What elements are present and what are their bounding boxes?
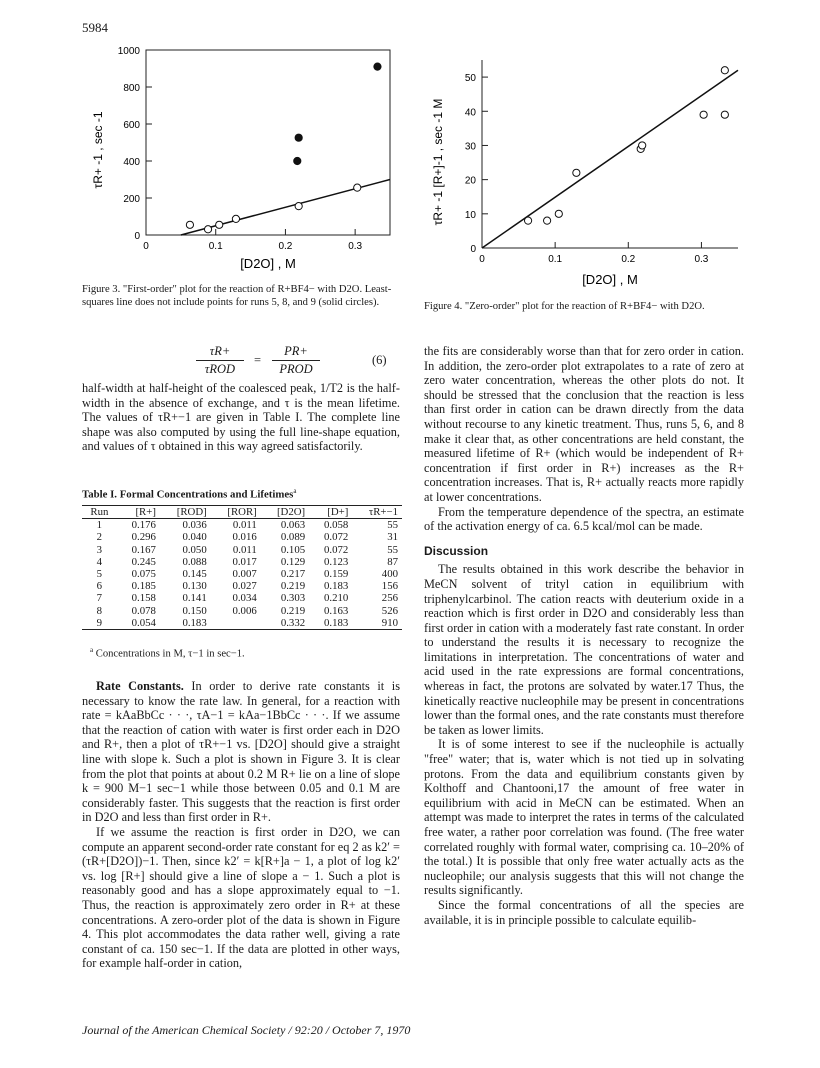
table-cell: 256 — [381, 592, 398, 605]
table-cell: 0.006 — [232, 604, 257, 617]
rate-constants-heading: Rate Constants. — [96, 679, 184, 693]
figure4-fit-line — [482, 70, 738, 248]
table-cell: 0.078 — [131, 604, 156, 617]
table-cell: 5 — [96, 568, 103, 581]
figure3-y-tick-label: 0 — [134, 231, 140, 242]
table-row — [82, 617, 402, 630]
table1-header: [R+] — [135, 506, 156, 518]
figure4-caption: Figure 4. "Zero-order" plot for the reaction of R+BF4− with D2O. — [424, 301, 705, 312]
table-cell: 31 — [387, 531, 398, 544]
table-cell: 0.058 — [324, 519, 349, 532]
table-cell: 0.145 — [182, 568, 207, 581]
table1-header: τR+−1 — [368, 506, 398, 518]
figure3-chart — [80, 40, 400, 275]
table-cell: 0.036 — [182, 519, 207, 532]
table1 — [82, 505, 402, 630]
table-cell: 1 — [96, 519, 103, 532]
figure3-y-tick-label: 400 — [123, 157, 140, 168]
figure3-y-tick-label: 1000 — [117, 46, 140, 57]
figure4-open-point — [639, 142, 646, 149]
figure4-open-point — [555, 210, 562, 217]
table-cell: 0.123 — [324, 555, 349, 568]
discussion-heading: Discussion — [424, 543, 489, 558]
eq-lhs-denominator: τROD — [204, 362, 236, 376]
page-number: 5984 — [82, 20, 108, 35]
table1-header: [D+] — [327, 506, 349, 518]
table-cell: 0.034 — [232, 592, 257, 605]
table-cell: 87 — [387, 555, 398, 568]
figure3-filled-point — [295, 134, 302, 141]
eq-number: (6) — [372, 353, 387, 367]
table-row — [82, 556, 402, 568]
figure4-open-point — [524, 217, 531, 224]
figure4-y-axis-label: τR+ -1 [R+]-1 , sec -1 M — [431, 98, 445, 226]
table-cell: 0.054 — [131, 616, 156, 629]
table-cell: 0.129 — [280, 555, 306, 568]
figure4-y-tick-label: 50 — [464, 73, 476, 85]
eq-rhs-denominator: PROD — [279, 362, 313, 376]
figure4-open-point — [721, 111, 728, 118]
figure3-x-tick-label: 0.2 — [278, 241, 293, 252]
table-row — [82, 605, 402, 617]
table-cell: 0.217 — [280, 568, 306, 581]
figure4-x-tick-label: 0.3 — [694, 254, 709, 265]
table-cell: 0.303 — [280, 592, 306, 605]
table1-header: [ROR] — [227, 506, 257, 518]
table-cell: 0.088 — [182, 555, 207, 568]
figure3-open-point — [216, 221, 223, 228]
table-cell: 0.176 — [131, 519, 156, 532]
table-cell: 0.089 — [280, 531, 306, 544]
table-cell: 526 — [381, 604, 398, 617]
table-cell: 9 — [96, 616, 103, 629]
table-cell: 156 — [381, 580, 398, 593]
table-cell: 400 — [381, 568, 398, 581]
figure4-y-tick-label: 10 — [464, 209, 476, 221]
figure4-open-point — [543, 217, 550, 224]
eq-rhs-numerator: PR+ — [284, 344, 308, 358]
table-cell: 0.183 — [182, 616, 207, 629]
table-cell: 0.130 — [182, 580, 207, 593]
figure3-x-tick-label: 0 — [143, 241, 149, 252]
figure4-chart — [420, 52, 745, 297]
figure4-open-point — [573, 169, 580, 176]
table-cell: 0.027 — [232, 580, 257, 593]
table-cell: 0.017 — [232, 555, 257, 568]
figure3-open-point — [186, 221, 193, 228]
figure3-caption: Figure 3. "First-order" plot for the reaction of R+BF4− with D2O. Least-squares line does not include points for runs 5, 8, and 9 (solid circles). — [82, 284, 392, 308]
table-cell: 0.011 — [232, 519, 257, 532]
table-cell: 0.296 — [131, 531, 156, 544]
figure4-y-tick-label: 40 — [464, 107, 476, 119]
table-cell: 6 — [96, 580, 103, 593]
table-cell: 0.072 — [324, 531, 349, 544]
figure3-y-axis-label: τR+ -1 , sec -1 — [91, 111, 105, 189]
journal-footer: Journal of the American Chemical Society / 92:20 / October 7, 1970 — [82, 1023, 411, 1037]
figure3-filled-point — [294, 157, 301, 164]
table-row — [82, 519, 402, 532]
table-cell: 0.050 — [182, 543, 207, 556]
table-row — [82, 531, 402, 543]
rate-constants-section: Rate Constants. In order to derive rate constants it is necessary to know the rate law. In general, for a reaction with rate = kAaBbCc · · ·, τA−1 = kAa−1BbCc · · ·. If we assume that the reaction of cation with water is first order each in D2O and R+, then a plot of τR+−1 vs. [D2O] should give a straight line with slope k. Such a plot is shown in Figure 3. It is clear from the plot that points at about 0.2 M R+ lie on a line of slope k = 900 M−1 sec−1 while those between 0.05 and 0.1 M are considerably faster. This suggests that the reaction is first order in D2O and less than first order in R+. If we assume the reaction is first order in D2O, we can compute an apparent second-order rate constant for eq 2 as k2′ = (τR+[D2O])−1. Then, since k2′ = k[R+]a − 1, a plot of log k2′ vs. log [R+] should give a line of slope a − 1. Such a plot is reasonably good and has a slope approximately equal to −1. Thus, the reaction is approximately zero order in R+ at these concentrations. A zero-order plot of the data is shown in Figure 4. This plot accommodates the data rather well, giving a rate constant of ca. 150 sec−1. If the data are plotted in other ways, for example half-order in cation, — [82, 679, 400, 971]
table-row — [82, 592, 402, 604]
table-cell: 0.167 — [131, 543, 156, 556]
table1-header: [D2O] — [276, 506, 306, 518]
figure4-open-point — [721, 67, 728, 74]
figure3-open-point — [295, 203, 302, 210]
eq-lhs-numerator: τR+ — [209, 344, 231, 358]
table-cell: 0.063 — [280, 519, 306, 532]
table-cell: 910 — [381, 616, 398, 629]
table-cell: 0.245 — [131, 555, 156, 568]
table-cell: 55 — [387, 519, 398, 532]
table-row — [82, 568, 402, 580]
figure3-y-tick-label: 200 — [123, 194, 140, 205]
figure4-y-tick-label: 0 — [470, 244, 476, 255]
table-cell: 0.016 — [232, 531, 257, 544]
figure4-y-tick-label: 30 — [464, 141, 476, 153]
table-row — [82, 580, 402, 592]
table1-header: [ROD] — [176, 506, 207, 518]
table-cell: 0.159 — [324, 568, 349, 581]
table-cell: 0.210 — [324, 592, 349, 605]
figure3-filled-point — [374, 63, 381, 70]
figure3-y-tick-label: 800 — [123, 83, 140, 94]
table-cell: 3 — [96, 543, 103, 556]
figure3-plot-frame — [146, 50, 390, 235]
table-cell: 0.011 — [232, 543, 257, 556]
table-cell: 7 — [96, 592, 103, 605]
table-cell: 0.105 — [280, 543, 306, 556]
figure3-x-tick-label: 0.3 — [348, 241, 363, 252]
table-cell: 0.219 — [280, 604, 306, 617]
figure3-x-tick-label: 0.1 — [208, 241, 223, 252]
figure4-x-axis-label: [D2O] , M — [582, 272, 638, 287]
paragraph-linewidth: half-width at half-height of the coalesced peak, 1/T2 is the half-width in the absence of exchange, and τ is the mean lifetime. The values of τR+−1 are given in Table I. The complete line shape was also computed by using the full line-shape equation, and values of τ obtained in this way agreed satisfactorily. — [82, 381, 400, 454]
table1-title: Table I. Formal Concentrations and Lifetimes$^a$ — [82, 487, 297, 501]
table-cell: 4 — [96, 555, 103, 568]
table-row — [82, 544, 402, 556]
table-cell: 55 — [387, 543, 398, 556]
figure3-x-axis-label: [D2O] , M — [240, 256, 296, 271]
figure4-y-tick-label: 20 — [464, 175, 476, 187]
table-cell: 0.185 — [131, 580, 156, 593]
equation-6: τR+ τROD = PR+ PROD (6) — [196, 344, 396, 380]
table-cell: 8 — [96, 604, 103, 617]
table-cell — [211, 617, 261, 630]
figure4-x-tick-label: 0.2 — [621, 254, 636, 265]
figure4-open-point — [700, 111, 707, 118]
table-cell: 0.150 — [182, 604, 207, 617]
right-column: the fits are considerably worse than that for zero order in cation. In addition, the zero-order plot extrapolates to a rate of zero at zero water concentration, whereas the other plots do not. It should be stressed that the conclusion that the reaction is less than first order in cation can be drawn directly from the data without recourse to any kinetic treatment. Thus, runs 5, 6, and 8 make it clear that, as other concentrations are held constant, the measured lifetime of R+ (which would be independent of R+ concentration if first order in R+) increases as the R+ concentration increases. That is, R+ actually reacts more rapidly at lower concentrations. From the temperature dependence of the spectra, an estimate of the activation energy of ca. 6.5 kcal/mol can be made. Discussion The results obtained in this work describe the behavior in MeCN solvent of trityl cation in equilibrium with triphenylcarbinol. The cation reacts with deuterium oxide in a reaction which is first order in D2O and considerably less than first order in cation with a moderately fast rate constant. In order to understand the results it is necessary to recognize the limitations in interpretation. The concentrations of water and acid used in the rate expressions are formal concentrations, whereas in fact, the protons are solvated by water.17 Thus, the kinetically reactive nucleophile may be present in concentrations lower than the formal ones, and the rate constants must therefore be taken as lower limits. It is of some interest to see if the nucleophile is actually "free" water; that is, water which is not tied up in solvating protons. From the data and equilibrium constants given by Kolthoff and Chantooni,17 the amount of free water in equilibrium with acid in MeCN can be estimated. When an attempt was made to interpret the rates in terms of the calculated free water, a rather poor correlation was found. (The free water correlated roughly with formal water, comprising ca. 10–20% of the total.) It is possible that only free water actually acts as the nucleophile; our analysis suggests that this will not change the results significantly. Since the formal concentrations of all the species are available, it is in principle possible to calculate equilib- — [424, 344, 744, 927]
figure3-open-point — [354, 184, 361, 191]
table-cell: 2 — [96, 531, 103, 544]
table-cell: 0.183 — [324, 580, 349, 593]
table-cell: 0.219 — [280, 580, 306, 593]
figure3-y-tick-label: 600 — [123, 120, 140, 131]
table1-footnote: $^a$ Concentrations in M, τ−1 in sec−1. — [90, 646, 245, 660]
table-cell: 0.007 — [232, 568, 257, 581]
table-cell: 0.158 — [131, 592, 156, 605]
figure4-x-tick-label: 0 — [479, 254, 485, 265]
figure3-open-point — [232, 215, 239, 222]
table-cell: 0.072 — [324, 543, 349, 556]
table-cell: 0.141 — [182, 592, 207, 605]
table1-header: Run — [90, 506, 109, 518]
figure3-open-point — [204, 226, 211, 233]
table-cell: 0.183 — [324, 616, 349, 629]
table-cell: 0.075 — [131, 568, 156, 581]
table-cell: 0.040 — [182, 531, 207, 544]
table-cell: 0.332 — [280, 616, 306, 629]
table-cell: 0.163 — [324, 604, 349, 617]
figure4-x-tick-label: 0.1 — [548, 254, 563, 265]
